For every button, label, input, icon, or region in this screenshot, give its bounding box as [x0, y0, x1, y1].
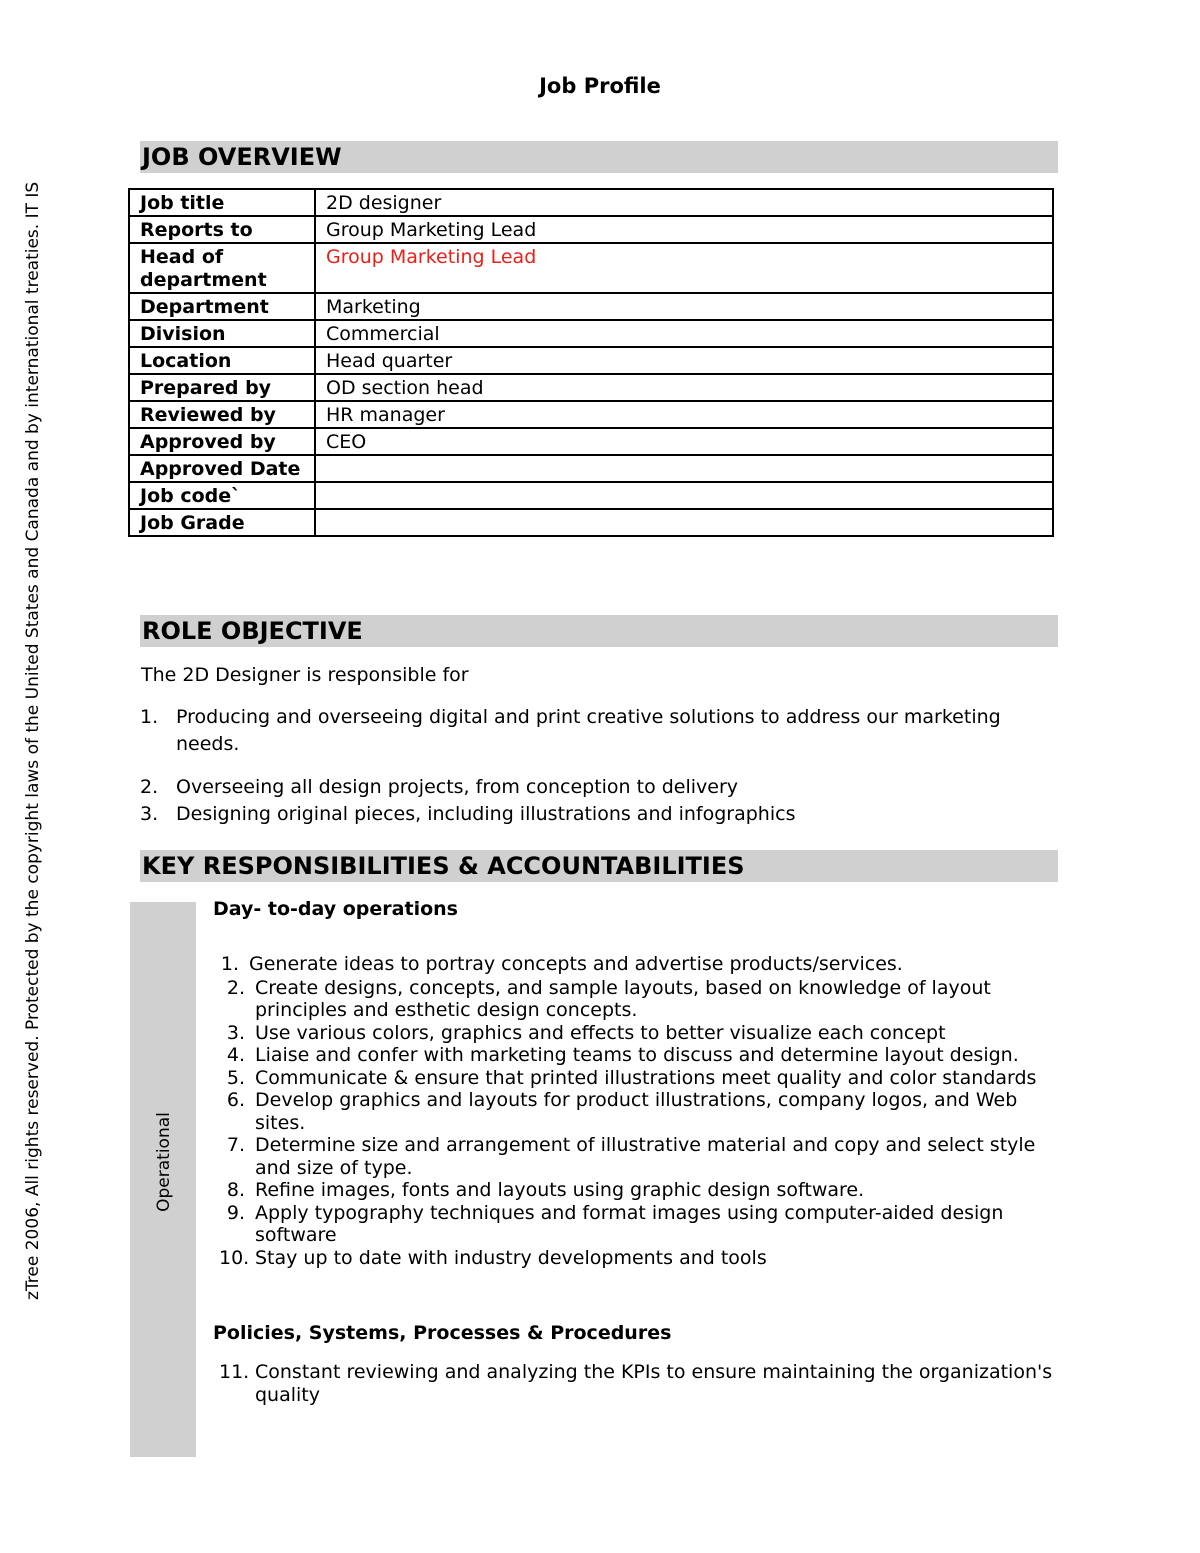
table-row: [129, 401, 1053, 428]
row-value: [315, 455, 1053, 482]
row-label: Prepared by: [129, 374, 315, 401]
item-text: Overseeing all design projects, from conception to delivery: [176, 776, 739, 798]
table-row: [129, 374, 1053, 401]
item-number: 2.: [140, 776, 159, 798]
item-number: 1.: [140, 706, 159, 728]
row-value: [315, 509, 1053, 536]
table-row: [129, 509, 1053, 536]
row-label: Job Grade: [129, 509, 315, 536]
table-row: [129, 455, 1053, 482]
policies-list: [213, 1361, 1053, 1406]
list-item: [213, 1202, 1053, 1247]
list-item: [140, 704, 1040, 758]
job-overview-table: [128, 188, 1054, 537]
table-row: [129, 189, 1053, 216]
row-label: Job title: [129, 189, 315, 216]
item-text: Determine size and arrangement of illustrative material and copy and select style and size of type.: [255, 1134, 1036, 1179]
item-text: Stay up to date with industry developments and tools: [255, 1246, 767, 1269]
item-number: 3.: [140, 803, 159, 825]
list-item: [213, 1067, 1053, 1090]
item-number: 5.: [226, 1066, 245, 1089]
item-text: Use various colors, graphics and effects to better visualize each concept: [255, 1021, 946, 1044]
item-text: Refine images, fonts and layouts using graphic design software.: [255, 1179, 865, 1201]
item-text: Apply typography techniques and format images using computer-aided design software: [255, 1201, 1004, 1246]
item-text: Develop graphics and layouts for product illustrations, company logos, and Web sites.: [255, 1089, 1018, 1134]
list-item: [213, 1361, 1053, 1406]
row-value: HR manager: [315, 401, 1053, 428]
table-row: [129, 428, 1053, 455]
objective-intro: The 2D Designer is responsible for: [141, 664, 469, 686]
item-number: 7.: [226, 1134, 245, 1156]
item-text: Designing original pieces, including illustrations and infographics: [176, 803, 796, 825]
section-heading-role-objective: ROLE OBJECTIVE: [140, 615, 1058, 647]
item-text: Communicate & ensure that printed illustrations meet quality and color standards: [255, 1066, 1037, 1089]
list-item: [140, 801, 1040, 828]
list-item: [213, 953, 1053, 976]
policies-heading: Policies, Systems, Processes & Procedures: [213, 1322, 672, 1344]
list-item: [140, 774, 1040, 801]
row-value: Head quarter: [315, 347, 1053, 374]
item-number: 3.: [226, 1021, 245, 1044]
table-row: [129, 293, 1053, 320]
row-value: Group Marketing Lead: [315, 216, 1053, 243]
table-row: [129, 216, 1053, 243]
item-number: 9.: [226, 1201, 245, 1224]
list-item: [213, 1044, 1053, 1067]
table-row: [129, 347, 1053, 374]
daily-operations-heading: Day- to-day operations: [213, 898, 458, 920]
item-text: Constant reviewing and analyzing the KPIs to ensure maintaining the organization's quality: [255, 1361, 1053, 1406]
row-label: Job code`: [129, 482, 315, 509]
row-label: Reports to: [129, 216, 315, 243]
objective-list: [140, 704, 1040, 828]
operational-label: Operational: [154, 1112, 174, 1212]
section-heading-key-responsibilities: KEY RESPONSIBILITIES & ACCOUNTABILITIES: [140, 850, 1058, 882]
item-number: 1.: [220, 953, 239, 975]
row-value: OD section head: [315, 374, 1053, 401]
item-number: 4.: [226, 1044, 245, 1066]
item-number: 11.: [219, 1361, 250, 1383]
list-item: [213, 1247, 1053, 1270]
table-row: [129, 482, 1053, 509]
page-title: Job Profile: [539, 74, 661, 98]
list-item: [213, 1089, 1053, 1134]
item-number: 8.: [226, 1179, 245, 1201]
row-label: Approved by: [129, 428, 315, 455]
section-heading-job-overview: JOB OVERVIEW: [140, 141, 1058, 173]
watermark-text: zTree 2006, All rights reserved. Protected by the copyright laws of the United States and Canada and by international treaties. IT IS: [23, 181, 43, 1300]
row-value: Marketing: [315, 293, 1053, 320]
item-number: 6.: [226, 1089, 245, 1111]
item-text: Generate ideas to portray concepts and advertise products/services.: [249, 953, 903, 975]
row-label: Location: [129, 347, 315, 374]
row-label: Division: [129, 320, 315, 347]
list-item: [213, 977, 1053, 1022]
item-text: Create designs, concepts, and sample layouts, based on knowledge of layout principles and esthetic design concepts.: [255, 976, 991, 1021]
item-text: Producing and overseeing digital and print creative solutions to address our marketing needs.: [176, 706, 1001, 755]
list-item: [213, 1134, 1053, 1179]
row-value: 2D designer: [315, 189, 1053, 216]
list-item: [213, 1179, 1053, 1202]
row-label: Approved Date: [129, 455, 315, 482]
row-value: CEO: [315, 428, 1053, 455]
row-value: Commercial: [315, 320, 1053, 347]
item-number: 10.: [219, 1246, 250, 1269]
item-number: 2.: [226, 976, 245, 999]
copyright-watermark: [18, 140, 48, 1300]
item-text: Liaise and confer with marketing teams to discuss and determine layout design.: [255, 1044, 1019, 1066]
row-label: Head of department: [129, 243, 315, 293]
row-value: [315, 482, 1053, 509]
daily-operations-list: [213, 953, 1053, 1269]
list-item: [213, 1022, 1053, 1045]
row-value-highlighted: Group Marketing Lead: [315, 243, 1053, 293]
row-label: Reviewed by: [129, 401, 315, 428]
row-label: Department: [129, 293, 315, 320]
table-row: [129, 320, 1053, 347]
table-row: [129, 243, 1053, 293]
